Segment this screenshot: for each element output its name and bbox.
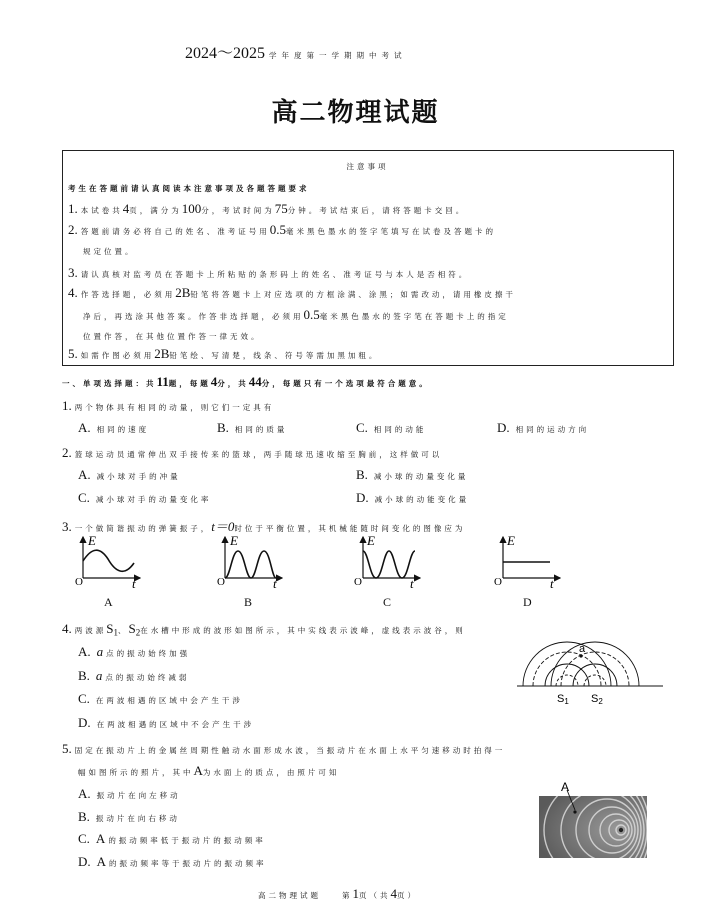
question-2-stem: [62, 445, 442, 461]
subscript: 1: [113, 627, 118, 638]
option-text: 减小球的动量变化量: [373, 472, 469, 481]
notice-item-4-cont: [83, 307, 509, 323]
item-number: 1.: [68, 201, 78, 216]
option-letter: B.: [78, 668, 90, 683]
option-text: 点的振动始终加强: [106, 649, 191, 658]
footer-text: 页）: [397, 891, 418, 900]
question-text: 固定在振动片上的金属丝周期性触动水面形成水波，当振动片在水面上水平匀速移动时拍得一: [74, 746, 506, 755]
q4-option-b[interactable]: [78, 668, 189, 684]
option-letter: B.: [217, 420, 229, 435]
subscript: 2: [135, 627, 141, 638]
option-letter: A.: [78, 644, 91, 659]
option-letter: B.: [356, 467, 368, 482]
graph-a[interactable]: [75, 533, 140, 591]
q2-option-d[interactable]: [356, 490, 469, 506]
origin-label: O: [217, 576, 225, 588]
notice-item-2: [68, 222, 496, 238]
equation: t＝0: [211, 519, 235, 534]
q5-option-a[interactable]: [78, 786, 181, 802]
option-text: 减小球对手的动量变化率: [95, 495, 212, 504]
option-text: 减小球的动能变化量: [374, 495, 470, 504]
item-text: 分钟。考试结束后，请将答题卡交回。: [287, 206, 467, 215]
question-text: 在水槽中形成的波形如图所示，其中实线表示波峰，虚线表示波谷，则: [140, 626, 466, 635]
item-value: 2B: [175, 285, 191, 300]
q4-option-d[interactable]: [78, 715, 254, 731]
option-letter: B.: [78, 809, 90, 824]
question-text: 一个做简谐振动的弹簧振子，: [74, 524, 212, 533]
section-text: 一、单项选择题：共: [62, 379, 157, 388]
option-text: 振动片在向右移动: [95, 814, 180, 823]
exam-subtitle: 学年度第一学期期中考试: [269, 51, 407, 60]
origin-label: O: [75, 576, 83, 588]
option-letter: A.: [78, 467, 91, 482]
item-text: 页，满分为: [129, 206, 182, 215]
notice-item-1: [68, 201, 466, 217]
option-text: 的振动频率等于振动片的振动频率: [109, 859, 267, 868]
axis-label-e: E: [507, 533, 515, 548]
item-value: 0.5: [269, 222, 286, 237]
question-text: 幅如图所示的照片，其中: [78, 768, 194, 777]
section-text: 分，共: [217, 379, 249, 388]
q1-option-c[interactable]: [356, 420, 426, 436]
option-letter: D.: [78, 715, 91, 730]
option-text: 在两波相遇的区域中不会产生干涉: [96, 720, 255, 729]
s2-label: S2: [591, 693, 603, 706]
question-number: 2.: [62, 445, 72, 460]
question-4-stem: [62, 621, 466, 638]
exam-year-header: [185, 40, 407, 63]
question-text: 为水面上的质点，由照片可知: [202, 768, 340, 777]
graph-caption-a: A: [104, 595, 113, 609]
notice-item-4-cont2: 位置作答，在其他位置作答一律无效。: [83, 332, 262, 341]
axis-label-t: t: [132, 576, 136, 591]
q2-option-a[interactable]: [78, 467, 181, 483]
section-text: 题，每题: [168, 379, 211, 388]
q5-option-c[interactable]: [78, 831, 266, 847]
item-text: 如需作图必须用: [80, 351, 155, 360]
graph-c[interactable]: [354, 533, 420, 591]
item-number: 5.: [68, 346, 78, 361]
item-text: 毫米黑色墨水的签字笔填写在试卷及答题卡的: [286, 227, 496, 236]
photo-point-a-label: A: [561, 780, 570, 794]
item-text: 毫米黑色墨水的签字笔在答题卡上的指定: [319, 312, 509, 321]
question-1-stem: [62, 398, 274, 414]
item-text: 请认真核对监考员在答题卡上所粘贴的条形码上的姓名、准考证号与本人是否相符。: [80, 270, 470, 279]
q5-option-d[interactable]: [78, 854, 267, 870]
item-value: 4: [122, 201, 130, 216]
option-letter: C.: [78, 490, 90, 505]
notice-box: [62, 150, 674, 366]
option-text: 点的振动始终减弱: [105, 673, 190, 682]
point-label: a: [95, 668, 103, 683]
point-label: a: [96, 644, 104, 659]
item-value: 75: [274, 201, 288, 216]
page-footer: [258, 886, 418, 902]
axis-label-t: t: [273, 576, 277, 591]
option-text: 相同的动能: [373, 425, 427, 434]
section-value: 44: [248, 374, 262, 389]
page-number: 1: [352, 886, 359, 901]
item-value: 100: [181, 201, 202, 216]
section-text: 分，每题只有一个选项最符合题意。: [261, 379, 430, 388]
graph-b[interactable]: [217, 533, 282, 591]
option-letter: C.: [356, 420, 368, 435]
question-text: 两波源: [74, 626, 107, 635]
question-number: 1.: [62, 398, 72, 413]
q1-option-d[interactable]: [497, 420, 589, 436]
q3-energy-graphs: [70, 533, 590, 613]
option-letter: D.: [497, 420, 510, 435]
water-wave-photo: [535, 780, 650, 860]
notice-item-5: [68, 346, 379, 362]
question-number: 4.: [62, 621, 72, 636]
graph-caption-b: B: [244, 595, 253, 609]
notice-item-2-cont: 规定位置。: [83, 247, 136, 256]
item-text: 分，考试时间为: [201, 206, 275, 215]
q2-option-c[interactable]: [78, 490, 211, 506]
question-number: 3.: [62, 519, 72, 534]
item-value: 0.5: [303, 307, 320, 322]
origin-label: O: [354, 576, 362, 588]
q2-option-b[interactable]: [356, 467, 468, 483]
item-value: 2B: [154, 346, 170, 361]
item-text: 铅笔将答题卡上对应选项的方框涂满、涂黑；如需改动，请用橡皮擦干: [190, 290, 516, 299]
notice-intro: 考生在答题前请认真阅读本注意事项及各题答题要求: [68, 184, 310, 193]
point-label: A: [96, 854, 107, 869]
question-text: 时位于平衡位置，其机械能随时间变化的图像应为: [234, 524, 466, 533]
graph-d[interactable]: [494, 533, 560, 591]
q4-option-a[interactable]: [78, 644, 190, 660]
option-letter: D.: [356, 490, 369, 505]
question-text: 两个物体具有相同的动量，则它们一定具有: [74, 403, 275, 412]
question-5-stem: [62, 741, 505, 757]
question-text: 篮球运动员通常伸出双手接传来的篮球，两手随球迅速收缩至胸前，这样做可以: [74, 450, 443, 459]
origin-label: O: [494, 576, 502, 588]
option-text: 相同的速度: [96, 425, 150, 434]
item-text: 答题前请务必将自己的姓名、准考证号用: [80, 227, 270, 236]
option-letter: A.: [78, 786, 91, 801]
item-text: 净后，再选涂其他答案。作答非选择题，必须用: [83, 312, 304, 321]
source-s1: S: [106, 621, 114, 636]
notice-item-4: [68, 285, 516, 301]
option-text: 的振动频率低于振动片的振动频率: [108, 836, 266, 845]
year-range: 2024～2025: [185, 45, 266, 62]
item-number: 3.: [68, 265, 78, 280]
graph-caption-d: D: [523, 595, 532, 609]
notice-item-3: [68, 265, 469, 281]
axis-label-e: E: [88, 533, 96, 548]
axis-label-t: t: [550, 576, 554, 591]
item-text: 铅笔绘、写清楚，线条、符号等需加黑加粗。: [169, 351, 380, 360]
graph-caption-c: C: [383, 595, 392, 609]
page-title: 高二物理试题: [271, 98, 440, 128]
point-a-label: a: [579, 643, 586, 655]
item-text: 本试卷共: [80, 206, 123, 215]
item-number: 4.: [68, 285, 78, 300]
footer-text: 高二物理试题 第: [258, 891, 353, 900]
q1-option-b[interactable]: [217, 420, 287, 436]
axis-label-t: t: [410, 576, 414, 591]
item-number: 2.: [68, 222, 78, 237]
option-text: 振动片在向左移动: [96, 791, 181, 800]
axis-label-e: E: [367, 533, 375, 548]
question-number: 5.: [62, 741, 72, 756]
option-letter: C.: [78, 691, 90, 706]
option-text: 减小球对手的冲量: [96, 472, 181, 481]
notice-heading: 注意事项: [346, 162, 389, 171]
source-s2: S: [128, 621, 136, 636]
s1-label: S1: [557, 693, 569, 706]
section-value: 11: [156, 374, 169, 389]
q5-option-b[interactable]: [78, 809, 180, 825]
axis-label-e: E: [230, 533, 238, 548]
point-label: A: [193, 763, 203, 778]
option-letter: A.: [78, 420, 91, 435]
option-text: 在两波相遇的区域中会产生干涉: [95, 696, 243, 705]
total-pages: 4: [390, 886, 397, 901]
option-text: 相同的质量: [234, 425, 288, 434]
q4-option-c[interactable]: [78, 691, 243, 707]
wave-interference-figure: [515, 640, 665, 706]
option-letter: C.: [78, 831, 90, 846]
point-label: A: [95, 831, 106, 846]
footer-text: 页（共: [359, 891, 391, 900]
item-text: 作答选择题，必须用: [80, 290, 176, 299]
q1-option-a[interactable]: [78, 420, 149, 436]
section-heading: [62, 374, 430, 390]
option-text: 相同的运动方向: [515, 425, 590, 434]
question-5-stem-cont: [78, 763, 339, 779]
option-letter: D.: [78, 854, 91, 869]
separator: 、: [117, 626, 129, 635]
section-value: 4: [210, 374, 218, 389]
